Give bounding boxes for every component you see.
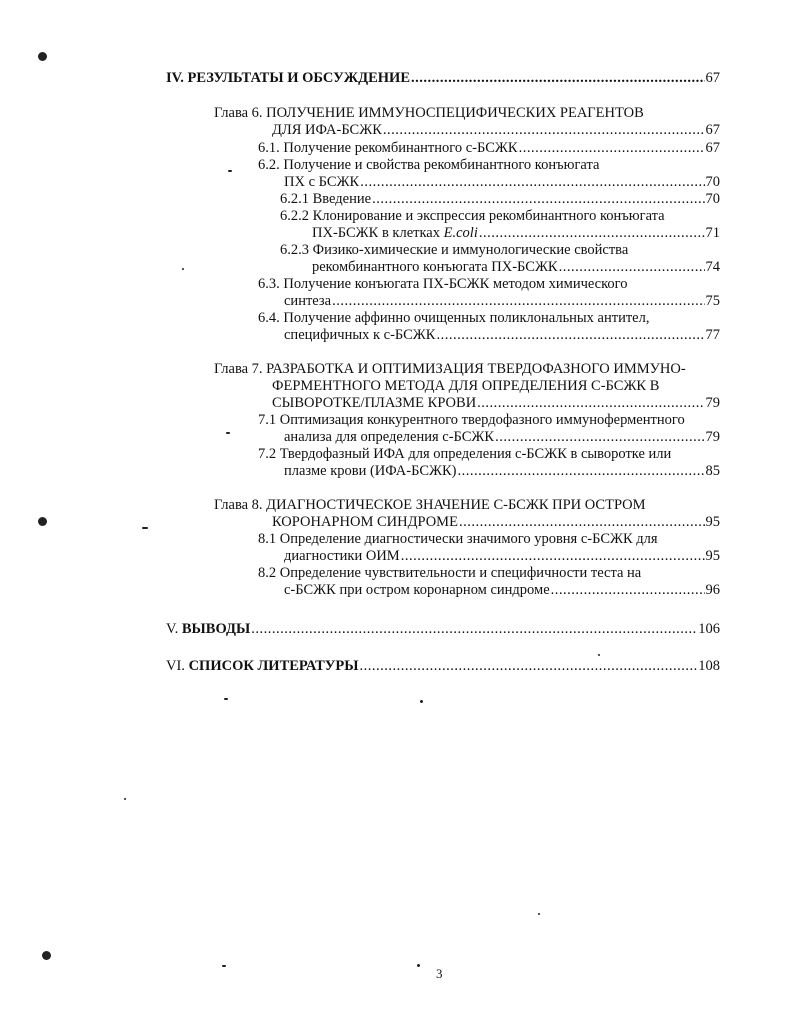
toc-entry-8-2-line1: 8.2 Определение чувствительности и специфичности теста на <box>258 565 642 581</box>
toc-entry-title: ДЛЯ ИФА-БСЖК <box>272 122 382 138</box>
toc-entry-6-3 <box>284 293 720 310</box>
toc-chapter-7-line2: ФЕРМЕНТНОГО МЕТОДА ДЛЯ ОПРЕДЕЛЕНИЯ С-БСЖК В <box>272 378 660 394</box>
toc-page-number: 70 <box>705 174 720 190</box>
toc-entry-title: плазме крови (ИФА-БСЖК) <box>284 463 457 479</box>
scan-speck <box>228 170 232 172</box>
toc-page-number: 74 <box>705 259 720 275</box>
toc-entry-title: СЫВОРОТКЕ/ПЛАЗМЕ КРОВИ <box>272 395 477 411</box>
toc-entry-section-5 <box>166 621 720 638</box>
toc-leader-dots <box>411 70 704 87</box>
toc-entry-6-1 <box>258 140 720 157</box>
toc-entry-section-4 <box>166 70 720 87</box>
toc-entry-8-2 <box>284 582 720 599</box>
toc-entry-title: ПХ с БСЖК <box>284 174 360 190</box>
toc-page-number: 95 <box>705 548 720 564</box>
toc-entry-8-1-line1: 8.1 Определение диагностически значимого уровня с-БСЖК для <box>258 531 658 547</box>
toc-entry-7-2 <box>284 463 720 480</box>
toc-entry-section-6 <box>166 658 720 675</box>
toc-entry-title: КОРОНАРНОМ СИНДРОМЕ <box>272 514 458 530</box>
toc-page-number: 67 <box>705 122 720 138</box>
toc-entry-title: 6.1. Получение рекомбинантного с-БСЖК <box>258 140 518 156</box>
toc-page-number: 67 <box>705 70 720 86</box>
toc-entry-title: диагностики ОИМ <box>284 548 400 564</box>
toc-entry-title: с-БСЖК при остром коронарном синдроме <box>284 582 550 598</box>
toc-leader-dots <box>332 293 704 310</box>
toc-entry-6-2 <box>284 174 720 191</box>
toc-leader-dots <box>458 463 705 480</box>
toc-leader-dots <box>477 395 704 412</box>
toc-leader-dots <box>383 122 705 139</box>
toc-page-number: 106 <box>698 621 720 637</box>
toc-entry-prefix: VI. <box>166 658 189 674</box>
toc-entry-6-2-2 <box>312 225 720 242</box>
scan-speck <box>226 432 230 434</box>
toc-chapter-6-line1: Глава 6. ПОЛУЧЕНИЕ ИММУНОСПЕЦИФИЧЕСКИХ РЕАГЕНТОВ <box>214 105 644 121</box>
scan-speck <box>420 700 423 703</box>
toc-entry-8-1 <box>284 548 720 565</box>
toc-page-number: 79 <box>705 395 720 411</box>
scan-speck <box>42 951 51 960</box>
toc-leader-dots <box>372 191 704 208</box>
toc-entry-title: IV. РЕЗУЛЬТАТЫ И ОБСУЖДЕНИЕ <box>166 70 411 86</box>
toc-entry-title: рекомбинантного конъюгата ПХ-БСЖК <box>312 259 558 275</box>
toc-page-number: 96 <box>705 582 720 598</box>
toc-leader-dots <box>436 327 704 344</box>
toc-entry-title: специфичных к с-БСЖК <box>284 327 436 343</box>
toc-page-number: 79 <box>705 429 720 445</box>
toc-leader-dots <box>401 548 705 565</box>
toc-entry-title <box>312 225 478 242</box>
toc-entry-6-2-2-line1: 6.2.2 Клонирование и экспрессия рекомбинантного конъюгата <box>280 208 665 224</box>
toc-leader-dots <box>459 514 705 531</box>
toc-page-number: 67 <box>705 140 720 156</box>
scan-speck <box>417 964 420 967</box>
toc-entry-title: анализа для определения с-БСЖК <box>284 429 495 445</box>
toc-entry-6-2-line1: 6.2. Получение и свойства рекомбинантного конъюгата <box>258 157 600 173</box>
toc-page-number: 75 <box>705 293 720 309</box>
scan-speck <box>222 965 226 967</box>
toc-entry-title: 6.2.1 Введение <box>280 191 372 207</box>
toc-entry-6-2-3 <box>312 259 720 276</box>
toc-leader-dots <box>251 621 697 638</box>
toc-entry-chapter-6 <box>272 122 720 139</box>
toc-entry-title-italic: E.coli <box>443 225 478 241</box>
toc-entry-title-bold: СПИСОК ЛИТЕРАТУРЫ <box>188 658 359 674</box>
toc-entry-chapter-7 <box>272 395 720 412</box>
toc-leader-dots <box>360 658 698 675</box>
toc-page-number: 108 <box>698 658 720 674</box>
scan-speck <box>224 698 228 700</box>
toc-entry-6-2-1 <box>280 191 720 208</box>
scan-speck <box>538 913 540 915</box>
toc-leader-dots <box>519 140 705 157</box>
toc-entry-title: синтеза <box>284 293 332 309</box>
toc-chapter-8-line1: Глава 8. ДИАГНОСТИЧЕСКОЕ ЗНАЧЕНИЕ С-БСЖК ПРИ ОСТРОМ <box>214 497 646 513</box>
toc-entry-title <box>166 658 359 675</box>
toc-entry-7-1-line1: 7.1 Оптимизация конкурентного твердофазного иммуноферментного <box>258 412 685 428</box>
toc-page-number: 95 <box>705 514 720 530</box>
toc-page-number: 77 <box>705 327 720 343</box>
scan-speck <box>124 798 126 800</box>
toc-entry-title-text: ПХ-БСЖК в клетках <box>312 225 444 241</box>
toc-entry-6-2-3-line1: 6.2.3 Физико-химические и иммунологические свойства <box>280 242 629 258</box>
toc-entry-title <box>166 621 250 638</box>
toc-page-number: 85 <box>705 463 720 479</box>
scan-speck <box>38 52 47 61</box>
toc-leader-dots <box>551 582 705 599</box>
toc-leader-dots <box>559 259 705 276</box>
toc-entry-6-4 <box>284 327 720 344</box>
toc-leader-dots <box>479 225 705 242</box>
toc-entry-7-1 <box>284 429 720 446</box>
toc-entry-prefix: V. <box>166 621 182 637</box>
scan-speck <box>38 517 47 526</box>
scan-speck <box>182 268 184 270</box>
toc-entry-6-4-line1: 6.4. Получение аффинно очищенных поликлональных антител, <box>258 310 650 326</box>
toc-chapter-7-line1: Глава 7. РАЗРАБОТКА И ОПТИМИЗАЦИЯ ТВЕРДОФАЗНОГО ИММУНО- <box>214 361 686 377</box>
toc-leader-dots <box>360 174 704 191</box>
page-number: 3 <box>436 966 443 981</box>
toc-entry-title-bold: ВЫВОДЫ <box>181 621 251 637</box>
toc-entry-7-2-line1: 7.2 Твердофазный ИФА для определения с-БСЖК в сыворотке или <box>258 446 672 462</box>
toc-page-number: 70 <box>705 191 720 207</box>
toc-leader-dots <box>495 429 704 446</box>
toc-page-number: 71 <box>705 225 720 241</box>
toc-entry-chapter-8 <box>272 514 720 531</box>
scan-speck <box>142 527 148 529</box>
scan-speck <box>598 654 600 656</box>
toc-entry-6-3-line1: 6.3. Получение конъюгата ПХ-БСЖК методом химического <box>258 276 628 292</box>
